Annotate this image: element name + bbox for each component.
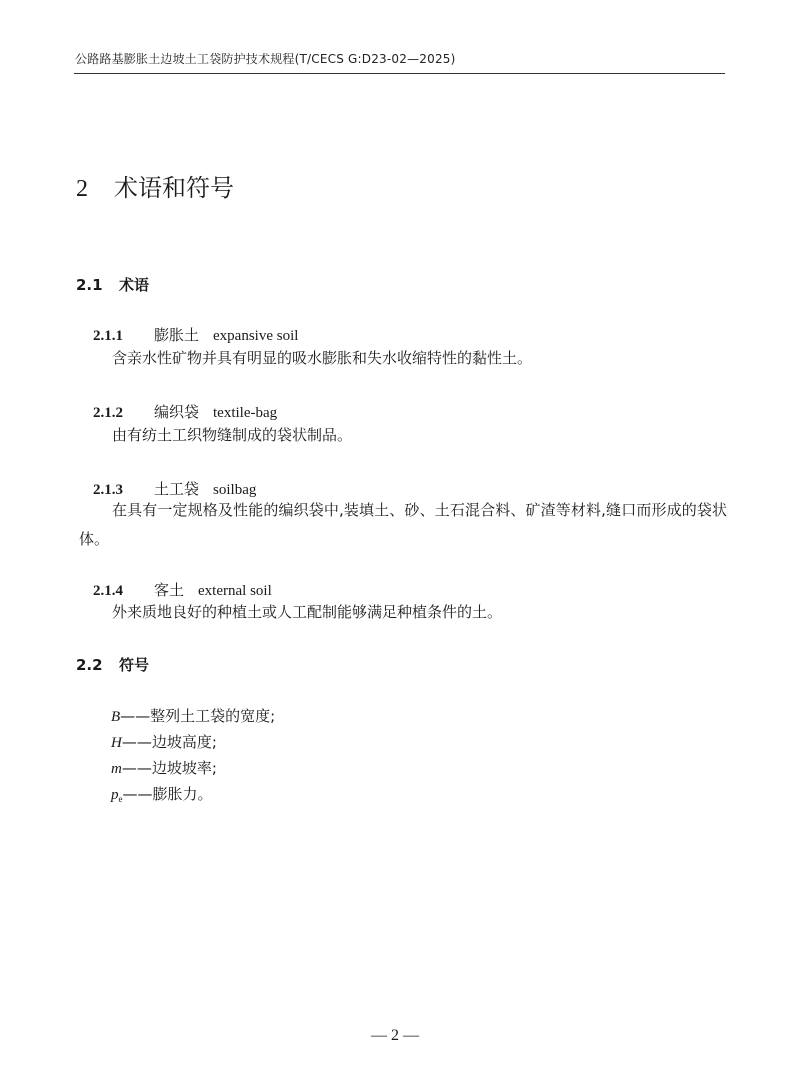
symbol-variable: H	[111, 735, 122, 751]
term-heading	[93, 401, 277, 422]
term-english: expansive soil	[213, 328, 299, 344]
term-number: 2.1.1	[93, 328, 123, 344]
page-number: — 2 —	[371, 1027, 419, 1044]
symbol-variable: B	[111, 709, 121, 725]
term-chinese: 编织袋	[154, 403, 200, 421]
term-english: external soil	[198, 583, 272, 599]
symbol-description: ——边坡高度;	[121, 733, 217, 751]
symbol-entry	[111, 705, 275, 726]
term-chinese: 膨胀土	[154, 326, 200, 344]
section-number: 2.2	[76, 656, 103, 674]
symbol-variable: m	[111, 761, 122, 777]
section-title: 术语	[119, 276, 150, 294]
term-english: soilbag	[213, 482, 257, 498]
section-number: 2.1	[76, 276, 103, 294]
term-chinese: 客土	[154, 581, 185, 599]
symbol-entry	[111, 783, 213, 804]
term-definition: 外来质地良好的种植土或人工配制能够满足种植条件的土。	[112, 603, 503, 621]
term-number: 2.1.3	[93, 482, 123, 498]
term-number: 2.1.2	[93, 405, 123, 421]
term-chinese: 土工袋	[154, 480, 200, 498]
chapter-title	[76, 168, 234, 203]
term-number: 2.1.4	[93, 583, 123, 599]
header-divider	[74, 73, 725, 74]
term-definition: 在具有一定规格及性能的编织袋中,装填土、砂、土石混合料、矿渣等材料,缝口而形成的袋状体。	[79, 501, 727, 548]
term-english: textile-bag	[213, 405, 278, 421]
term-definition: 由有纺土工织物缝制成的袋状制品。	[112, 426, 353, 444]
symbol-subscript: e	[118, 794, 123, 804]
section-heading-symbols	[76, 654, 149, 675]
running-header: 公路路基膨胀土边坡土工袋防护技术规程(T/CECS G:D23-02—2025)	[75, 52, 456, 66]
term-definition: 含亲水性矿物并具有明显的吸水膨胀和失水收缩特性的黏性土。	[112, 349, 533, 367]
term-heading	[93, 579, 272, 600]
symbol-description: ——整列土工袋的宽度;	[120, 707, 276, 725]
symbol-variable: p	[111, 787, 119, 803]
symbol-entry	[111, 731, 217, 752]
chapter-title-text: 术语和符号	[114, 174, 234, 202]
symbol-entry	[111, 757, 217, 778]
chapter-number: 2	[76, 176, 88, 202]
term-heading	[93, 324, 298, 345]
section-title: 符号	[119, 656, 150, 674]
section-heading-terms	[76, 274, 149, 295]
symbol-description: ——边坡坡率;	[121, 759, 217, 777]
symbol-description: ——膨胀力。	[122, 785, 213, 803]
